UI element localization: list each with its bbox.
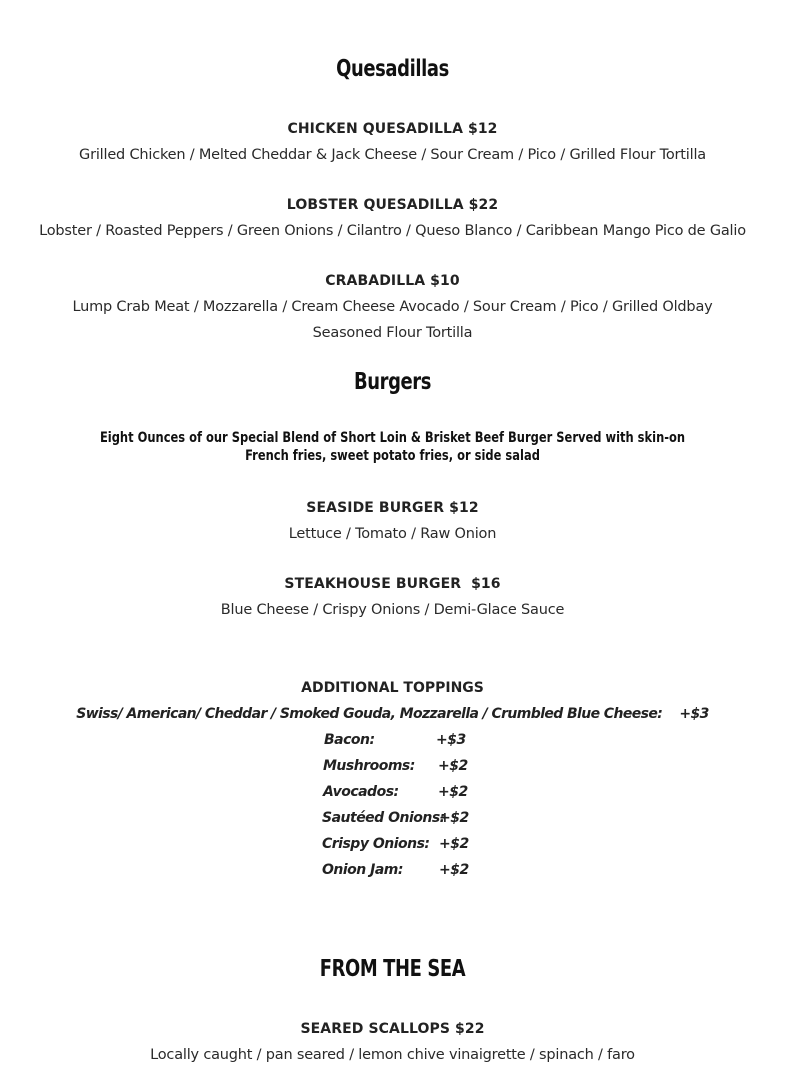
topping-name: Bacon:: [324, 732, 375, 748]
topping-row-mushrooms: [323, 758, 473, 778]
burger-description-note: Eight Ounces of our Special Blend of Short Loin & Brisket Beef Burger Served with skin-on French fries, sweet potato fries, or side salad: [99, 430, 686, 464]
topping-row-avocados: [323, 784, 473, 804]
topping-row-onion-jam: [322, 862, 472, 882]
topping-price: +$2: [438, 758, 468, 774]
section-title-burgers: Burgers: [353, 369, 432, 395]
item-name-lobster-quesadilla: LOBSTER QUESADILLA $22: [286, 197, 499, 213]
item-name-seaside-burger: SEASIDE BURGER $12: [306, 500, 479, 516]
toppings-title: ADDITIONAL TOPPINGS: [301, 680, 484, 696]
topping-price: +$3: [436, 732, 466, 748]
topping-name: Sautéed Onions:: [322, 810, 445, 826]
item-description-seaside-burger: Lettuce / Tomato / Raw Onion: [288, 526, 497, 542]
topping-name: Avocados:: [323, 784, 399, 800]
item-name-crabadilla: CRABADILLA $10: [325, 273, 460, 289]
topping-price: +$2: [439, 862, 469, 878]
topping-name: Onion Jam:: [322, 862, 403, 878]
item-name-seared-scallops: SEARED SCALLOPS $22: [300, 1021, 485, 1037]
item-description-seared-scallops: Locally caught / pan seared / lemon chive vinaigrette / spinach / faro: [150, 1047, 635, 1063]
section-title-quesadillas: Quesadillas: [336, 56, 449, 82]
section-title-from-the-sea: FROM THE SEA: [319, 956, 466, 982]
item-description-chicken-quesadilla: Grilled Chicken / Melted Cheddar & Jack Cheese / Sour Cream / Pico / Grilled Flour Tortilla: [79, 147, 706, 163]
topping-name: Crispy Onions:: [322, 836, 430, 852]
topping-price: +$2: [439, 836, 469, 852]
topping-row-crispy-onions: [322, 836, 472, 856]
item-description-steakhouse-burger: Blue Cheese / Crispy Onions / Demi-Glace Sauce: [220, 602, 565, 618]
item-name-steakhouse-burger: STEAKHOUSE BURGER $16: [284, 576, 501, 592]
topping-row-sauteed-onions: [322, 810, 472, 830]
topping-price: +$2: [438, 784, 468, 800]
item-name-chicken-quesadilla: CHICKEN QUESADILLA $12: [287, 121, 498, 137]
topping-name: Mushrooms:: [323, 758, 415, 774]
toppings-cheese-line: Swiss/ American/ Cheddar / Smoked Gouda, Mozzarella / Crumbled Blue Cheese: +$3: [76, 706, 709, 722]
topping-row-bacon: [324, 732, 474, 752]
item-description-crabadilla: Lump Crab Meat / Mozzarella / Cream Cheese Avocado / Sour Cream / Pico / Grilled Oldbay Seasoned Flour Tortilla: [72, 299, 713, 341]
item-description-lobster-quesadilla: Lobster / Roasted Peppers / Green Onions / Cilantro / Queso Blanco / Caribbean Mango Pico de Galio: [39, 223, 746, 239]
topping-price: +$2: [439, 810, 469, 826]
